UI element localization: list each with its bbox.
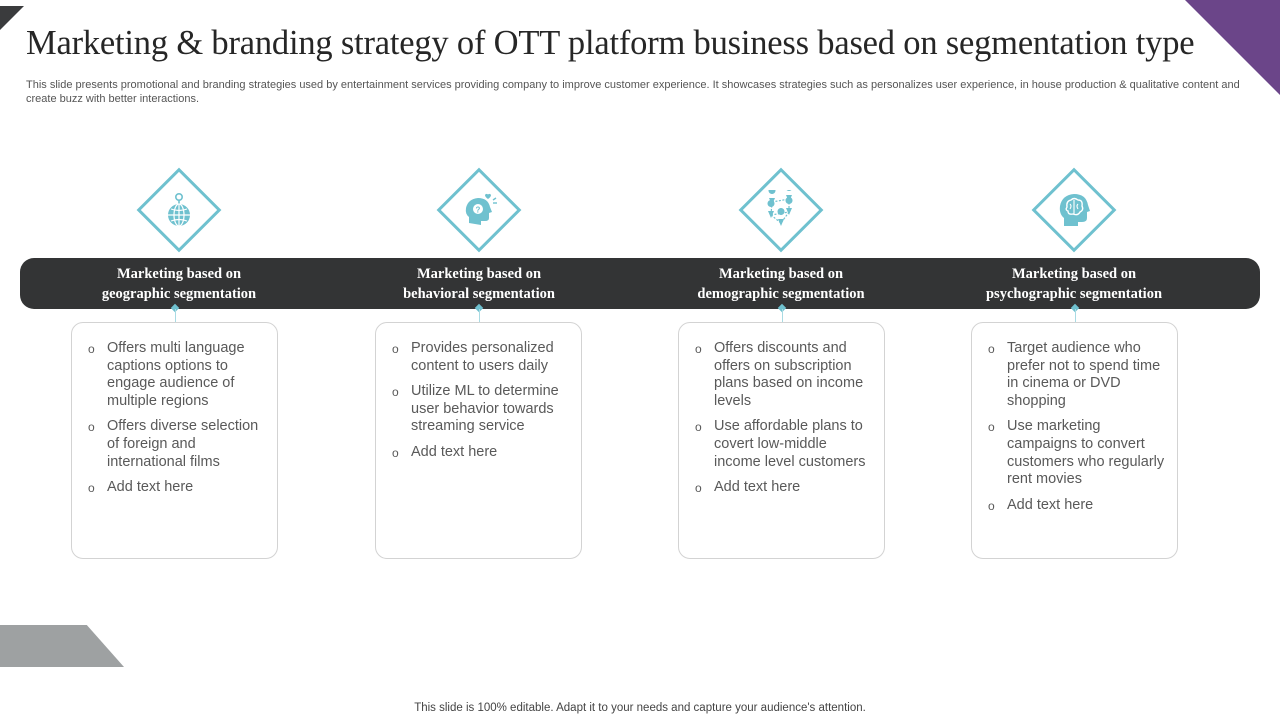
list-item <box>88 479 267 497</box>
bullet-icon: o <box>88 481 95 496</box>
connector-line <box>175 309 176 323</box>
segment-label-line2: demographic segmentation <box>697 286 865 302</box>
segment-card <box>71 322 278 559</box>
location-network-icon <box>761 190 801 230</box>
slide-footer: This slide is 100% editable. Adapt it to your needs and capture your audience's attention. <box>414 702 866 714</box>
bullet-icon: o <box>695 342 702 356</box>
list-item-text: Add text here <box>714 479 801 496</box>
segment-label-line1: Marketing based on <box>718 266 844 282</box>
list-item <box>392 383 571 436</box>
corner-accent-top-left <box>0 6 24 30</box>
bullet-icon: o <box>392 385 399 400</box>
brain-head-icon <box>1054 190 1094 230</box>
segment-label-line1: Marketing based on <box>416 266 542 282</box>
bullet-icon: o <box>88 420 95 435</box>
list-item-text: Offers discounts and offers on subscription plans based on income levels <box>714 340 864 409</box>
head-question-icon <box>459 190 499 230</box>
bullet-icon: o <box>695 420 702 435</box>
segment-label-line1: Marketing based on <box>1011 266 1137 282</box>
segment-label <box>944 264 1204 304</box>
list-item-text: Add text here <box>411 443 498 460</box>
list-item <box>988 497 1167 515</box>
segment-label-line2: psychographic segmentation <box>985 286 1163 302</box>
list-item <box>695 418 874 471</box>
bullet-icon: o <box>988 498 995 513</box>
list-item-text: Use affordable plans to covert low-middle income level customers <box>714 418 866 470</box>
list-item <box>392 444 571 462</box>
segment-label <box>651 264 911 304</box>
segment-label <box>49 264 309 304</box>
list-item-text: Add text here <box>107 479 194 496</box>
slant-accent-bottom-left <box>0 625 124 667</box>
segment-label <box>349 264 609 304</box>
list-item <box>392 340 571 375</box>
bullet-icon: o <box>988 420 995 435</box>
list-item <box>988 340 1167 410</box>
slide-title: Marketing & branding strategy of OTT platform business based on segmentation type <box>26 24 1195 62</box>
list-item-text: Use marketing campaigns to convert customers who regularly rent movies <box>1007 418 1165 488</box>
bullet-icon: o <box>392 445 399 460</box>
bullet-icon: o <box>988 342 995 356</box>
segment-label-line1: Marketing based on <box>116 266 242 282</box>
slide-subtitle: This slide presents promotional and branding strategies used by entertainment services providing company to improve customer experience. It showcases strategies such as personalizes user experience, in house production & qualitative content and create buzz with better interactions. <box>26 79 1240 105</box>
bullet-icon: o <box>392 342 399 356</box>
list-item-text: Add text here <box>1007 496 1094 513</box>
segment-label-line2: geographic segmentation <box>101 286 257 302</box>
connector-line <box>782 309 783 323</box>
bullet-icon: o <box>695 481 702 496</box>
list-item <box>695 479 874 497</box>
segment-card <box>375 322 582 559</box>
segment-card <box>678 322 885 559</box>
list-item <box>695 340 874 410</box>
segment-card <box>971 322 1178 559</box>
list-item-text: Target audience who prefer not to spend time in cinema or DVD shopping <box>1007 340 1161 409</box>
list-item <box>88 418 267 471</box>
segment-label-line2: behavioral segmentation <box>403 286 555 302</box>
list-item-text: Offers multi language captions options to engage audience of multiple regions <box>107 340 245 409</box>
list-item <box>88 340 267 410</box>
list-item-text: Utilize ML to determine user behavior towards streaming service <box>411 383 559 435</box>
list-item <box>988 418 1167 488</box>
connector-line <box>479 309 480 323</box>
connector-line <box>1075 309 1076 323</box>
bullet-icon: o <box>88 342 95 356</box>
list-item-text: Offers diverse selection of foreign and international films <box>107 418 259 470</box>
list-item-text: Provides personalized content to users daily <box>411 340 554 374</box>
globe-location-icon <box>159 190 199 230</box>
svg-text:?: ? <box>475 205 481 215</box>
